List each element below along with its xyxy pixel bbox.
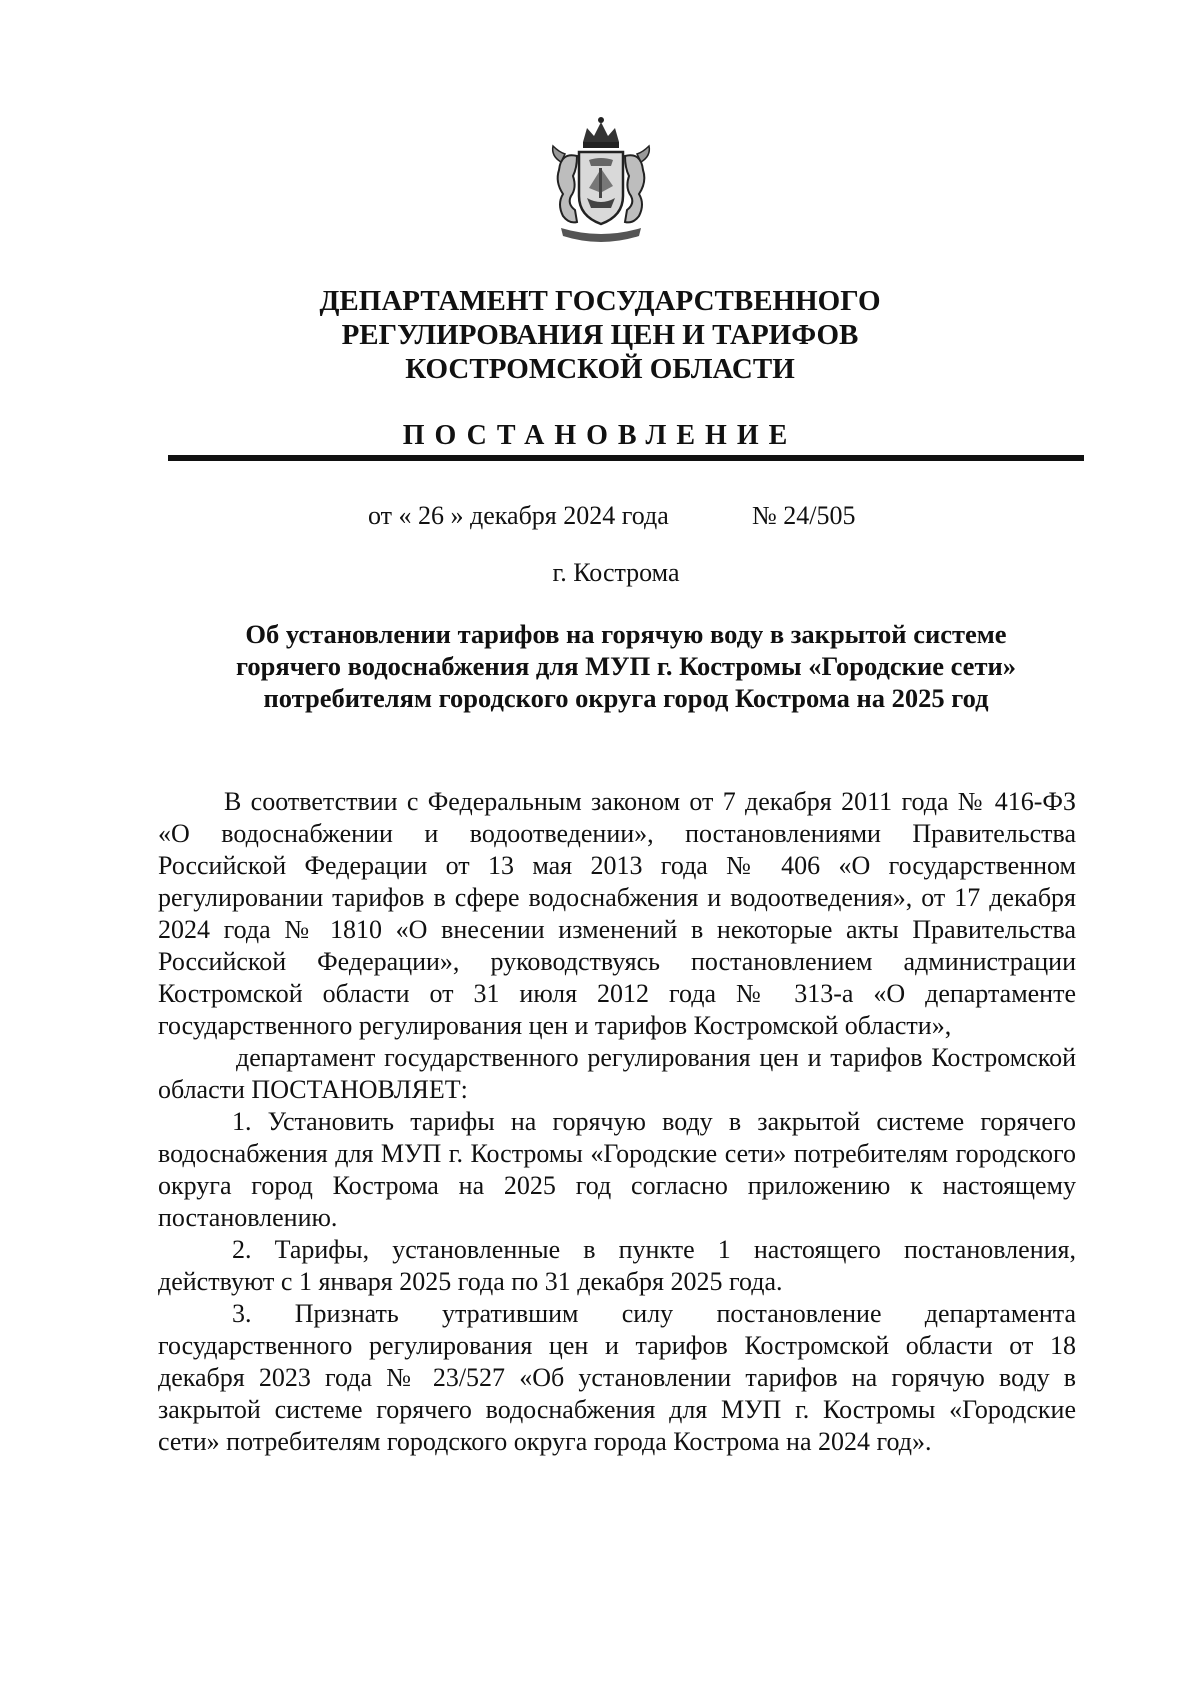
- document-date: от « 26 » декабря 2024 года: [368, 501, 669, 530]
- document-number: № 24/505: [752, 501, 856, 530]
- department-line-1: ДЕПАРТАМЕНТ ГОСУДАРСТВЕННОГО: [319, 285, 881, 317]
- document-title: [168, 618, 1084, 714]
- title-line-1: Об установлении тарифов на горячую воду в закрытой системе: [245, 619, 1007, 649]
- title-line-3: потребителям городского округа город Кострома на 2025 год: [263, 683, 989, 713]
- document-body: [158, 786, 1076, 1458]
- resolves-paragraph: департамент государственного регулирования цен и тарифов Костромской области ПОСТАНОВЛЯЕТ:: [158, 1043, 1076, 1104]
- department-name: [0, 284, 1200, 386]
- document-type: ПОСТАНОВЛЕНИЕ: [402, 420, 798, 451]
- preamble-paragraph: В соответствии с Федеральным законом от 7 декабря 2011 года № 416-ФЗ «О водоснабжении и водоотведении», постановлениями Правительства Российской Федерации от 13 мая 2013 года № 406 «О государственном регулировании тарифов в сфере водоснабжения и водоотведения», от 17 декабря 2024 года № 1810 «О внесении изменений в некоторые акты Правительства Российской Федерации», руководствуясь постановлением администрации Костромской области от 31 июля 2012 года № 313-а «О департаменте государственного регулирования цен и тарифов Костромской области»,: [158, 787, 1076, 1040]
- item-2-paragraph: 2. Тарифы, установленные в пункте 1 настоящего постановления, действуют с 1 января 2025 года по 31 декабря 2025 года.: [158, 1235, 1076, 1296]
- item-1-paragraph: 1. Установить тарифы на горячую воду в закрытой системе горячего водоснабжения для МУП г. Костромы «Городские сети» потребителям городского округа город Кострома на 2025 год согласно приложению к настоящему постановлению.: [158, 1107, 1076, 1232]
- coat-of-arms-icon: [543, 112, 659, 252]
- document-city: г. Кострома: [552, 558, 680, 587]
- department-line-2: РЕГУЛИРОВАНИЯ ЦЕН И ТАРИФОВ: [341, 319, 859, 351]
- date-number-line: [0, 500, 1200, 532]
- title-line-2: горячего водоснабжения для МУП г. Костромы «Городские сети»: [236, 651, 1016, 681]
- item-3-paragraph: 3. Признать утратившим силу постановление департамента государственного регулирования цен и тарифов Костромской области от 18 декабря 2023 года № 23/527 «Об установлении тарифов на горячую воду в закрытой системе горячего водоснабжения для МУП г. Костромы «Городские сети» потребителям городского округа города Кострома на 2024 год».: [158, 1299, 1076, 1456]
- header-divider: [168, 455, 1084, 461]
- department-line-3: КОСТРОМСКОЙ ОБЛАСТИ: [405, 353, 795, 385]
